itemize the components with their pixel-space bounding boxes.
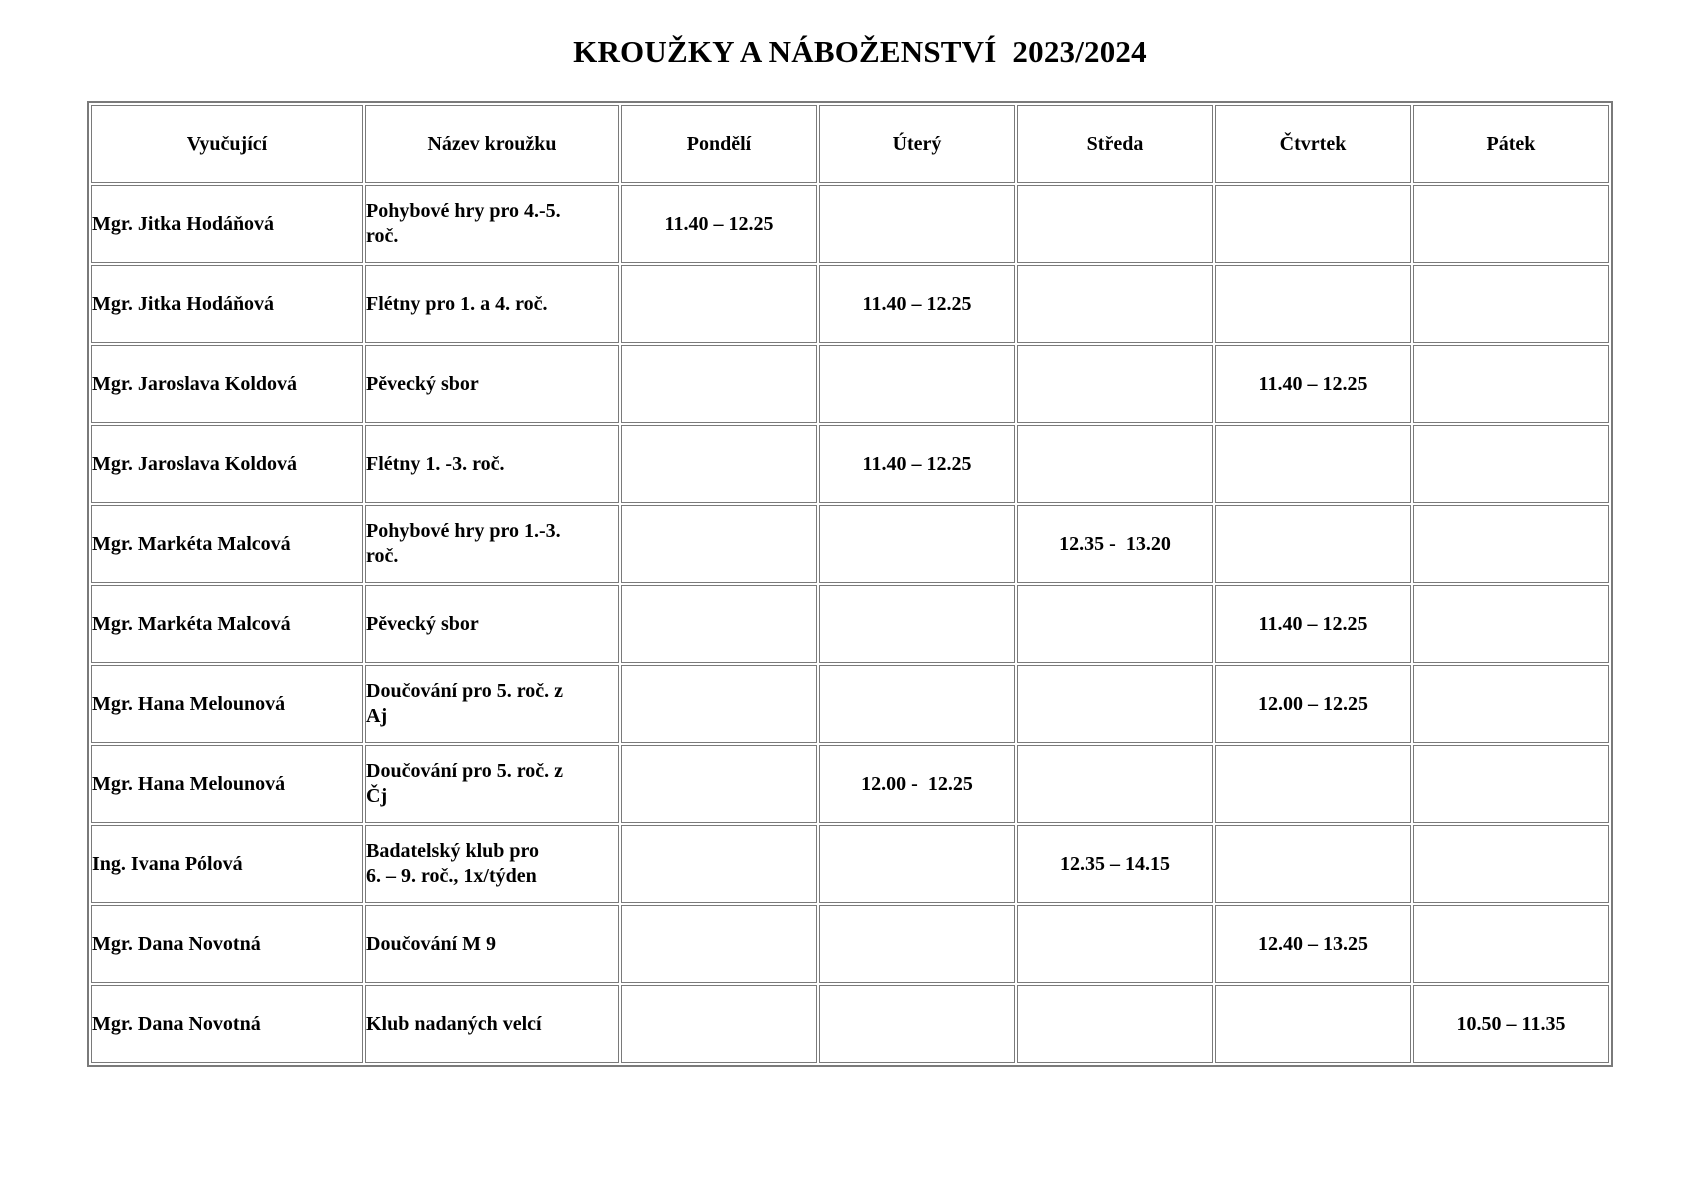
page-title: KROUŽKY A NÁBOŽENSTVÍ 2023/2024: [573, 34, 1147, 69]
time-cell-friday: [1413, 585, 1609, 663]
time-cell-monday: [621, 665, 817, 743]
table-row: [91, 265, 1609, 343]
time-value: 12.00 – 12.25: [1258, 692, 1368, 715]
header-friday: Pátek: [1413, 105, 1609, 183]
time-value: 10.50 – 11.35: [1456, 1012, 1566, 1035]
time-cell-friday: [1413, 985, 1609, 1063]
teacher-cell: Mgr. Jaroslava Koldová: [91, 345, 363, 423]
time-cell-wednesday: [1017, 185, 1213, 263]
time-value: 12.35 – 14.15: [1060, 852, 1170, 875]
time-cell-tuesday: [819, 425, 1015, 503]
time-cell-thursday: [1215, 745, 1411, 823]
time-cell-wednesday: [1017, 745, 1213, 823]
time-cell-thursday: [1215, 585, 1411, 663]
activity-cell: Doučování pro 5. roč. z Aj: [365, 665, 619, 743]
time-cell-monday: [621, 985, 817, 1063]
teacher-cell: Ing. Ivana Pólová: [91, 825, 363, 903]
table-row: [91, 745, 1609, 823]
time-cell-tuesday: [819, 665, 1015, 743]
time-cell-thursday: [1215, 825, 1411, 903]
time-cell-friday: [1413, 745, 1609, 823]
teacher-cell: Mgr. Jaroslava Koldová: [91, 425, 363, 503]
time-value: 11.40 – 12.25: [1258, 612, 1368, 635]
activity-cell: Badatelský klub pro 6. – 9. roč., 1x/týden: [365, 825, 619, 903]
teacher-cell: Mgr. Markéta Malcová: [91, 585, 363, 663]
time-cell-tuesday: [819, 905, 1015, 983]
time-value: 12.35 - 13.20: [1059, 532, 1171, 555]
time-cell-monday: [621, 745, 817, 823]
time-cell-wednesday: [1017, 265, 1213, 343]
header-teacher: Vyučující: [91, 105, 363, 183]
time-cell-friday: [1413, 345, 1609, 423]
time-cell-monday: [621, 585, 817, 663]
time-cell-tuesday: [819, 505, 1015, 583]
time-cell-friday: [1413, 665, 1609, 743]
table-row: [91, 185, 1609, 263]
time-cell-wednesday: [1017, 665, 1213, 743]
time-cell-friday: [1413, 425, 1609, 503]
time-cell-thursday: [1215, 505, 1411, 583]
header-monday: Pondělí: [621, 105, 817, 183]
table-row: [91, 585, 1609, 663]
time-cell-wednesday: [1017, 985, 1213, 1063]
time-cell-thursday: [1215, 905, 1411, 983]
time-cell-friday: [1413, 505, 1609, 583]
time-value: 11.40 – 12.25: [862, 452, 972, 475]
time-value: 12.40 – 13.25: [1258, 932, 1368, 955]
time-value: 11.40 – 12.25: [862, 292, 972, 315]
time-cell-tuesday: [819, 185, 1015, 263]
activity-cell: Pěvecký sbor: [365, 585, 619, 663]
header-activity: Název kroužku: [365, 105, 619, 183]
time-cell-thursday: [1215, 425, 1411, 503]
time-cell-wednesday: [1017, 905, 1213, 983]
time-cell-friday: [1413, 265, 1609, 343]
time-cell-thursday: [1215, 665, 1411, 743]
time-cell-tuesday: [819, 745, 1015, 823]
activity-cell: Pohybové hry pro 1.-3. roč.: [365, 505, 619, 583]
time-cell-tuesday: [819, 585, 1015, 663]
time-cell-wednesday: [1017, 825, 1213, 903]
time-cell-monday: [621, 825, 817, 903]
table-row: [91, 425, 1609, 503]
teacher-cell: Mgr. Dana Novotná: [91, 905, 363, 983]
table-row: [91, 905, 1609, 983]
time-cell-wednesday: [1017, 345, 1213, 423]
activity-cell: Doučování M 9: [365, 905, 619, 983]
time-cell-wednesday: [1017, 585, 1213, 663]
schedule-table: [87, 101, 1613, 1067]
time-cell-monday: [621, 425, 817, 503]
activity-cell: Flétny pro 1. a 4. roč.: [365, 265, 619, 343]
time-value: 11.40 – 12.25: [1258, 372, 1368, 395]
time-cell-wednesday: [1017, 425, 1213, 503]
time-cell-thursday: [1215, 265, 1411, 343]
table-row: [91, 345, 1609, 423]
header-thursday: Čtvrtek: [1215, 105, 1411, 183]
header-row: [91, 105, 1609, 183]
time-value: 11.40 – 12.25: [664, 212, 774, 235]
time-cell-tuesday: [819, 265, 1015, 343]
teacher-cell: Mgr. Dana Novotná: [91, 985, 363, 1063]
activity-cell: Flétny 1. -3. roč.: [365, 425, 619, 503]
activity-cell: Pěvecký sbor: [365, 345, 619, 423]
activity-cell: Pohybové hry pro 4.-5. roč.: [365, 185, 619, 263]
header-tuesday: Úterý: [819, 105, 1015, 183]
teacher-cell: Mgr. Hana Melounová: [91, 745, 363, 823]
time-cell-monday: [621, 185, 817, 263]
time-cell-tuesday: [819, 985, 1015, 1063]
time-cell-friday: [1413, 905, 1609, 983]
time-cell-friday: [1413, 825, 1609, 903]
time-cell-monday: [621, 345, 817, 423]
table-row: [91, 985, 1609, 1063]
teacher-cell: Mgr. Markéta Malcová: [91, 505, 363, 583]
time-cell-thursday: [1215, 985, 1411, 1063]
time-cell-thursday: [1215, 185, 1411, 263]
time-cell-monday: [621, 905, 817, 983]
table-row: [91, 825, 1609, 903]
time-cell-thursday: [1215, 345, 1411, 423]
table-row: [91, 505, 1609, 583]
time-cell-friday: [1413, 185, 1609, 263]
activity-cell: Doučování pro 5. roč. z Čj: [365, 745, 619, 823]
activity-cell: Klub nadaných velcí: [365, 985, 619, 1063]
time-value: 12.00 - 12.25: [861, 772, 973, 795]
teacher-cell: Mgr. Hana Melounová: [91, 665, 363, 743]
time-cell-tuesday: [819, 345, 1015, 423]
schedule-body: [91, 185, 1609, 1063]
time-cell-monday: [621, 505, 817, 583]
table-row: [91, 665, 1609, 743]
teacher-cell: Mgr. Jitka Hodáňová: [91, 265, 363, 343]
time-cell-monday: [621, 265, 817, 343]
teacher-cell: Mgr. Jitka Hodáňová: [91, 185, 363, 263]
time-cell-tuesday: [819, 825, 1015, 903]
header-wednesday: Středa: [1017, 105, 1213, 183]
time-cell-wednesday: [1017, 505, 1213, 583]
